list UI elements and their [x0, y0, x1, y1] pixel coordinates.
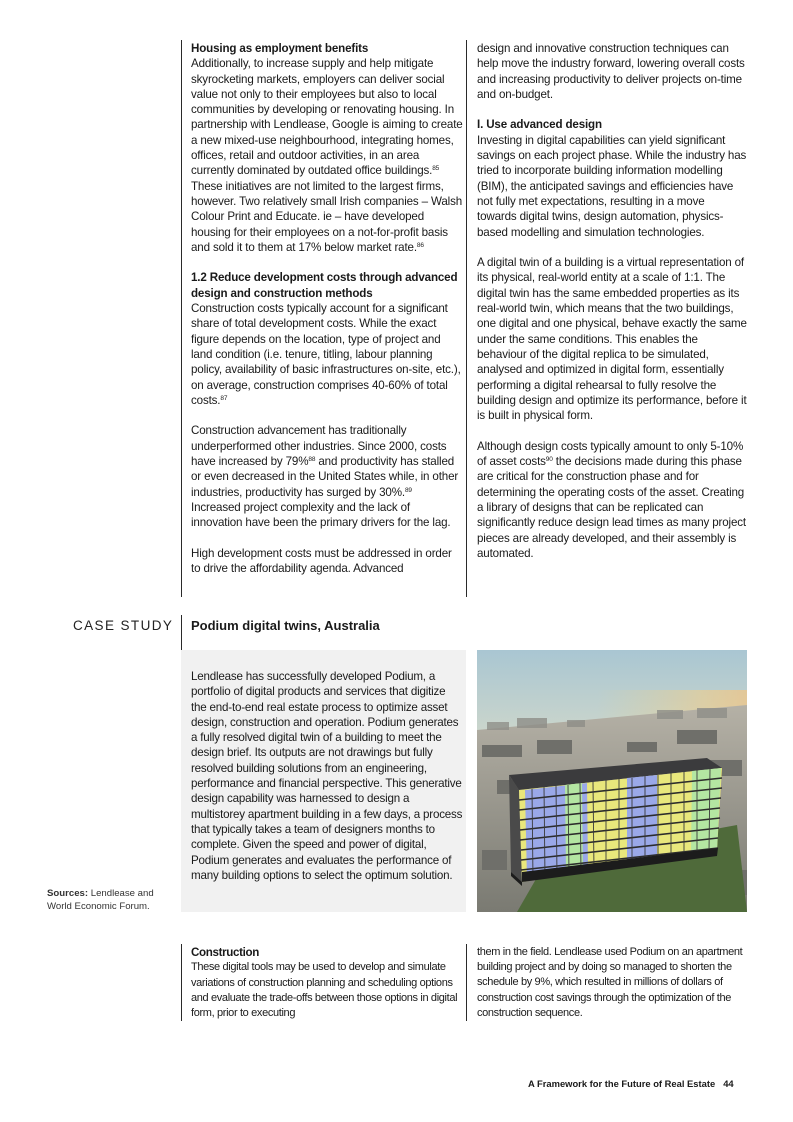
construction-costs-paragraph: Construction costs typically account for a significant share of total development costs. While the exact figure depends on the location, type of project and land condition (i.e. tenure, titling, labour planning policy, availability of basic infrastructures on-site, etc.), on average, construction comprises 40-60% of total costs.$^{87}$ [191, 302, 461, 407]
construction-advancement-paragraph: Construction advancement has traditionally underperformed other industries. Since 2000, costs have increased by 79%$^{88}$ and productivity has stalled or even decreased in the United States while, in other industries, productivity has surged by 30%.$^{89}$ Increased project complexity and the lack of innovation have been the primary drivers for the lag. [191, 424, 459, 530]
digital-twin-paragraph: A digital twin of a building is a virtual representation of its physical, real-world entity at a scale of 1:1. The digital twin has the same embedded properties as its real-world twin, which means that the two buildings, one digital and one physical, behave exactly the same under the same conditions. This enables the behaviour of the digital replica to be simulated, analysed and optimized in digital form, essentially performing a digital rehearsal to fully resolve the building design and optimize its performance, before it is built in physical form. [477, 256, 747, 423]
building-render-image [477, 650, 747, 912]
construction-text-left: These digital tools may be used to develop and simulate variations of construction planning and scheduling options and evaluate the trade-offs between those options in digital form, prior to executing [191, 961, 458, 1019]
footnote-ref: 87 [220, 394, 228, 402]
column-divider-middle-bottom [466, 944, 467, 1021]
case-study-label: CASE STUDY [73, 618, 174, 633]
case-study-text: Lendlease has successfully developed Podium, a portfolio of digital products and services that digitize the end-to-end real estate process to optimize asset design, construction and operation. Podium generates a fully resolved digital twin of a building to meet the design brief. Its outputs are not drawings but fully resolved building solutions from an engineering, performance and financial perspective. This generative design capability was harnessed to design a multistorey apartment building in a few days, a process that typically takes a team of designers months to complete. Given the speed and power of digital, Podium generates and evaluates the performance of many building options to select the optimum solution. [191, 670, 463, 882]
case-study-title: Podium digital twins, Australia [191, 618, 380, 633]
housing-paragraph: Additionally, to increase supply and help mitigate skyrocketing markets, employers can deliver social value not only to their employees but also to local communities by developing or renovating housing. In partnership with Lendlease, Google is aiming to create a new mixed-use neighbourhood, integrating homes, offices, retail and outdoor activities, in an area currently dominated by outdated office buildings.$^{85}$ These initiatives are not limited to the largest firms, however. Two relatively small Irish companies – Walsh Colour Print and Educate. ie – have developed housing for their employees on a not-for-profit basis and sold it to them at 17% below market rate.$^{86}$ [191, 57, 463, 254]
construction-left [191, 945, 463, 1021]
sources-note: Sources: Lendlease and World Economic Forum. [47, 888, 154, 912]
footnote-ref: 88 [308, 456, 316, 464]
construction-right [477, 945, 747, 1021]
page-number: 44 [723, 1078, 734, 1089]
footer-title: A Framework for the Future of Real Estate [528, 1078, 716, 1089]
construction-heading: Construction [191, 946, 259, 959]
left-column [191, 41, 463, 576]
advanced-design-heading: I. Use advanced design [477, 118, 602, 132]
footnote-ref: 89 [404, 486, 412, 494]
page-footer [528, 1078, 734, 1089]
column-divider-left-top [181, 40, 182, 597]
right-column [477, 41, 747, 561]
development-costs-paragraph: High development costs must be addressed in order to drive the affordability agenda. Advanced [191, 546, 452, 576]
footnote-ref: 85 [432, 165, 440, 173]
construction-text-right: them in the field. Lendlease used Podium on an apartment building project and by doing so managed to shorten the schedule by 9%, which resulted in millions of dollars of construction cost savings through the optimization of the construction sequence. [477, 946, 743, 1019]
footnote-ref: 90 [545, 456, 553, 464]
column-divider-left-bottom [181, 944, 182, 1021]
section-1-2-heading: 1.2 Reduce development costs through advanced design and construction methods [191, 271, 458, 300]
housing-heading: Housing as employment benefits [191, 42, 369, 55]
continued-paragraph: design and innovative construction techniques can help move the industry forward, lowering overall costs and increasing productivity to deliver projects on-time and on-budget. [477, 42, 745, 101]
design-costs-paragraph: Although design costs typically amount to only 5-10% of asset costs$^{90}$ the decisions made during this phase are critical for the construction phase and for determining the operating costs of the asset. Creating a library of designs that can be replicated can significantly reduce design lead times as many project pieces are already developed, and their assembly is automated. [477, 439, 747, 560]
column-divider-middle-top [466, 40, 467, 597]
digital-capabilities-paragraph: Investing in digital capabilities can yield significant savings on each project phase. While the industry has tried to incorporate building information modelling (BIM), the anticipated savings and efficiencies have not fully met expectations, resulting in a move towards digital twins, design automation, physics-based modelling and simulation technologies. [477, 133, 747, 239]
footnote-ref: 86 [416, 241, 424, 249]
